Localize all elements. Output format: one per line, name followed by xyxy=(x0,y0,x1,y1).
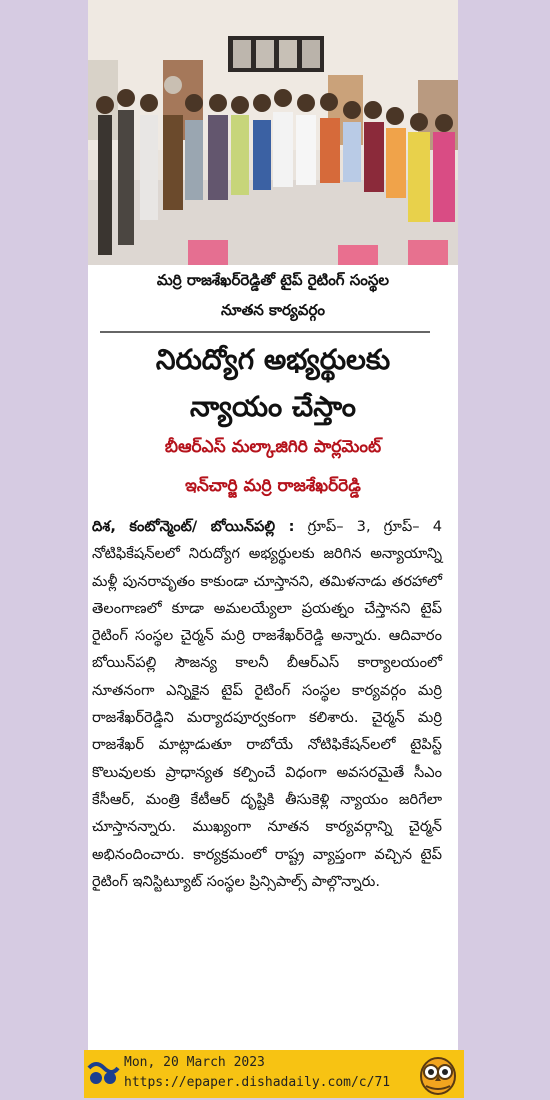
footer-date: Mon, 20 March 2023 xyxy=(124,1055,265,1070)
photo-caption-line1: మర్రి రాజశేఖర్‌రెడ్డితో టైప్ రైటింగ్ సంస్థల xyxy=(156,271,390,289)
photo-caption-line2: నూతన కార్యవర్గం xyxy=(221,301,325,319)
article-body xyxy=(92,513,442,895)
headline-line1: నిరుద్యోగ అభ్యర్థులకు xyxy=(155,343,391,376)
subheadline-line2: ఇన్‌చార్జి మర్రి రాజశేఖర్‌రెడ్డి xyxy=(185,476,361,496)
disha-logo-icon xyxy=(86,1058,120,1088)
article-text: గ్రూప్– 3, గ్రూప్– 4 నోటిఫికేషన్‌లలో నిరుద్యోగ అభ్యర్థులకు జరిగిన అన్యాయాన్ని మళ్లీ పునరావృతం కాకుండా చూస్తానని, తమిళనాడు తరహాలో తెలంగాణలో కూడా అమలయ్యేలా ప్రయత్నం చేస్తానని టైప్ రైటింగ్ సంస్థల చైర్మన్ మర్రి రాజశేఖర్‌రెడ్డి అన్నారు. ఆదివారం బోయిన్‌పల్లి సౌజన్య కాలనీ బీఆర్ఎస్ కార్యాలయంలో నూతనంగా ఎన్నికైన టైప్ రైటింగ్ సంస్థల కార్యవర్గం మర్రి రాజశేఖర్‌రెడ్డిని మర్యాదపూర్వకంగా కలిశారు. చైర్మన్ మర్రి రాజశేఖర్ మాట్లాడుతూ రాబోయే నోటిఫికేషన్‌లలో టైపిస్ట్ కొలువులకు ప్రాధాన్యత కల్పించే విధంగా అవసరమైతే సీఎం కేసీఆర్, మంత్రి కేటీఆర్ దృష్టికి తీసుకెళ్లి న్యాయం జరిగేలా చూస్తానన్నారు. ముఖ్యంగా నూతన కార్యవర్గాన్ని చైర్మన్ అభినందించారు. కార్యక్రమంలో రాష్ట్ర వ్యాప్తంగా వచ్చిన టైప్ రైటింగ్ ఇనిస్టిట్యూట్ సంస్థల ప్రిన్సిపాల్స్ పాల్గొన్నారు. xyxy=(92,518,442,890)
owl-mascot-icon xyxy=(418,1052,458,1096)
subheadline-line1: బీఆర్ఎస్ మల్కాజిగిరి పార్లమెంట్ xyxy=(164,437,382,457)
footer-url[interactable]: https://epaper.dishadaily.com/c/71 xyxy=(124,1075,391,1090)
caption-divider xyxy=(100,331,430,333)
headline-line2: న్యాయం చేస్తాం xyxy=(190,390,356,423)
footer-text xyxy=(124,1053,390,1093)
group-photo-icon xyxy=(88,0,458,265)
article-dateline: దిశ, కంటోన్మెంట్/ బోయిన్‌పల్లి : xyxy=(92,518,295,535)
epaper-footer xyxy=(84,1050,464,1098)
group-photo xyxy=(88,0,458,265)
